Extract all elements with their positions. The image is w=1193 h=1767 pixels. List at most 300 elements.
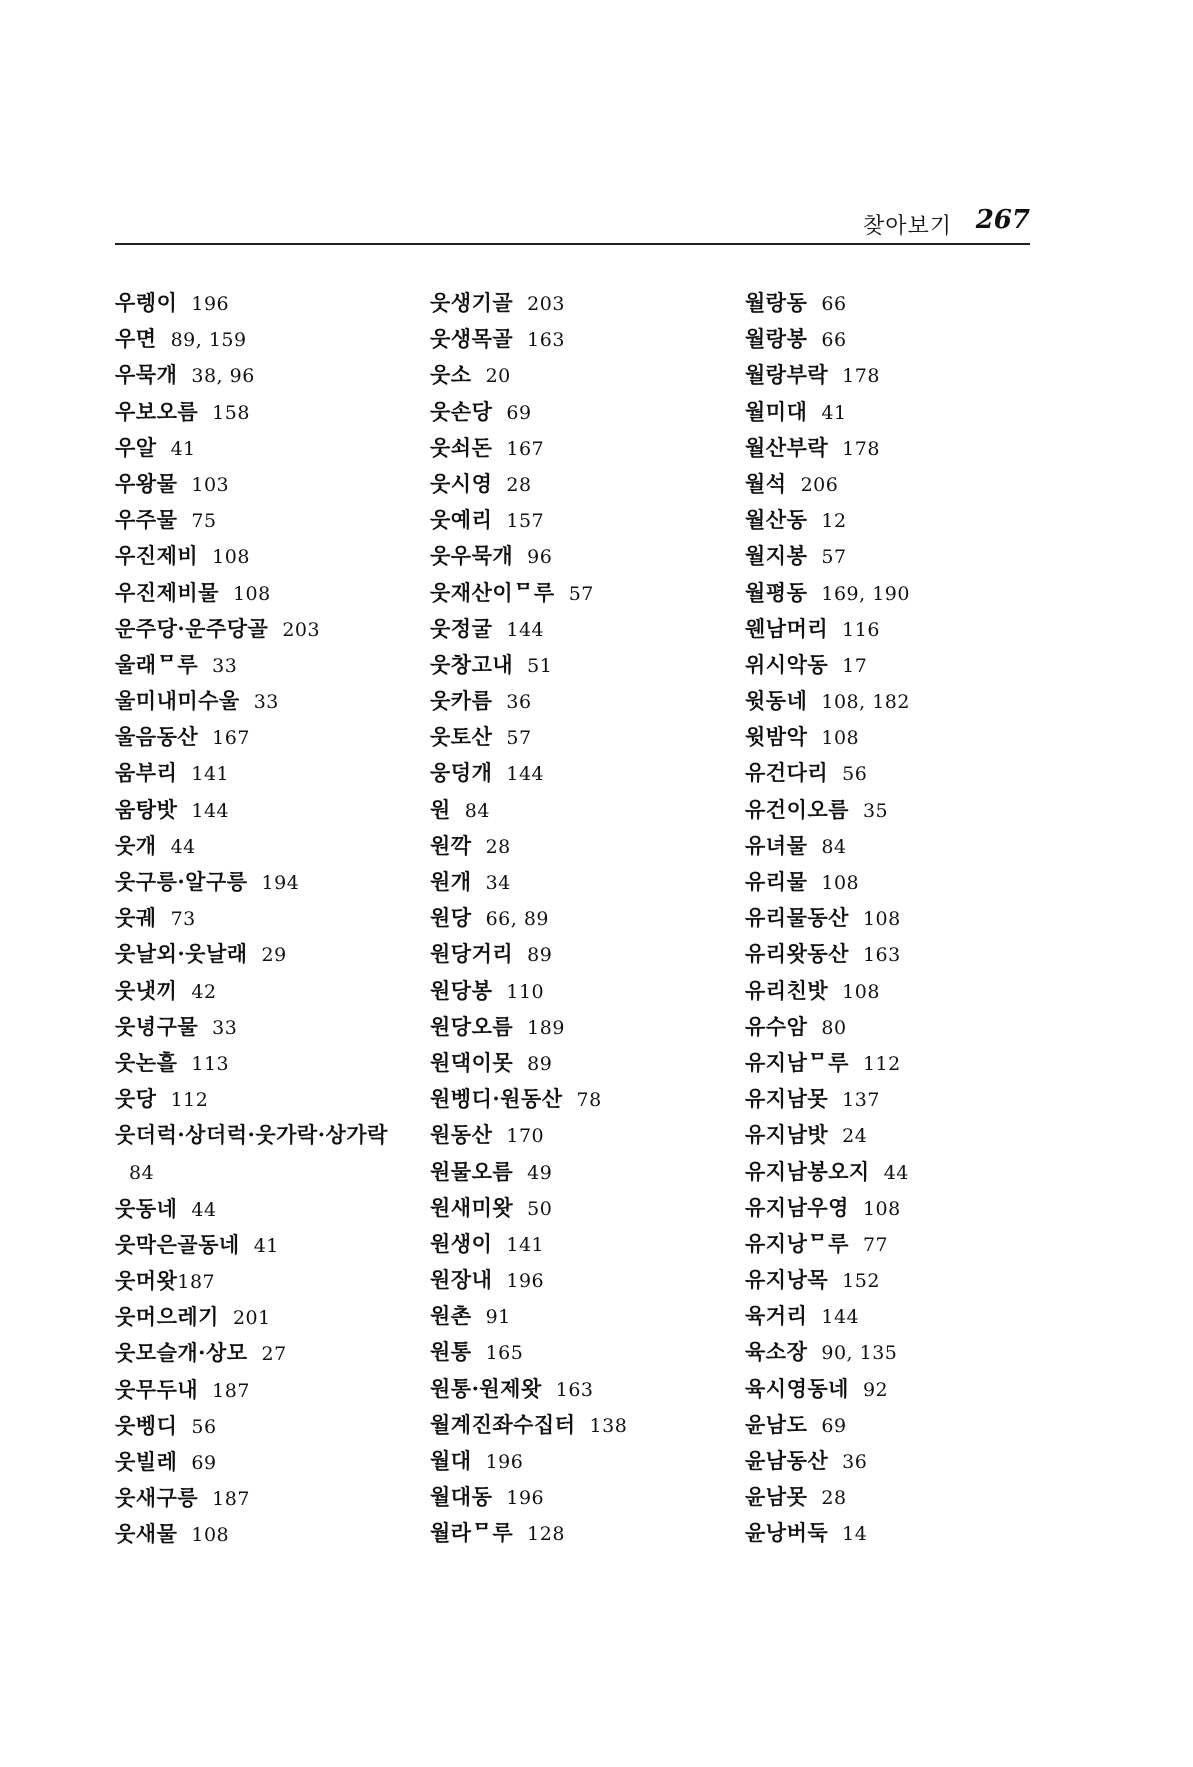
index-entry <box>115 973 425 1009</box>
index-pages: 84 <box>129 1161 155 1184</box>
index-term: 유지남밧 <box>745 1122 829 1148</box>
index-pages: 108 <box>232 582 271 605</box>
index-entry <box>115 1372 425 1408</box>
index-pages: 34 <box>485 872 511 894</box>
index-term: 울음동산 <box>115 724 199 750</box>
index-term: 웃구릉·알구릉 <box>115 869 248 894</box>
index-entry <box>745 755 1055 791</box>
index-term: 우왕물 <box>115 470 178 496</box>
index-entry <box>115 357 425 393</box>
index-entry <box>745 1262 1055 1298</box>
index-entry <box>115 900 425 936</box>
index-term: 웃당 <box>115 1086 157 1112</box>
index-pages: 69 <box>821 1414 847 1437</box>
index-entry <box>115 394 425 430</box>
page-number: 267 <box>975 205 1030 235</box>
index-term: 원동산 <box>430 1122 493 1148</box>
index-entry <box>745 502 1055 538</box>
index-term: 우진제비 <box>115 543 199 569</box>
index-entry <box>115 792 425 828</box>
index-pages: 178 <box>842 437 880 460</box>
index-entry <box>430 611 740 647</box>
index-term: 월평동 <box>745 579 808 605</box>
index-pages: 91 <box>485 1306 511 1329</box>
index-entry <box>115 1009 425 1045</box>
index-entry <box>430 936 740 972</box>
index-term: 웃창고내 <box>430 651 514 677</box>
index-entry <box>430 394 740 430</box>
index-term: 웃궤 <box>115 905 157 931</box>
index-entry <box>430 1045 740 1081</box>
index-pages: 144 <box>191 799 230 822</box>
index-entry <box>115 1480 425 1516</box>
index-term: 유지남우영 <box>745 1194 849 1220</box>
index-entry <box>745 647 1055 683</box>
index-entry <box>115 755 425 791</box>
index-term: 우진제비물 <box>115 579 219 605</box>
index-pages: 38, 96 <box>191 365 255 388</box>
index-entry <box>115 864 425 900</box>
index-term: 유건다리 <box>745 760 829 786</box>
index-pages: 108 <box>212 546 250 569</box>
index-entry <box>745 864 1055 900</box>
index-pages: 77 <box>862 1233 889 1256</box>
index-term: 유지남못 <box>745 1086 829 1112</box>
index-entry <box>745 1117 1055 1153</box>
index-entry <box>745 1190 1055 1226</box>
index-term: 월랑봉 <box>745 326 808 352</box>
index-term: 원 <box>430 796 451 822</box>
index-term: 원통 <box>430 1339 472 1365</box>
index-pages: 41 <box>170 437 196 460</box>
index-pages: 187 <box>212 1379 250 1402</box>
index-pages: 167 <box>212 727 250 750</box>
index-entry <box>430 285 740 321</box>
index-entry <box>745 828 1055 864</box>
index-term: 윤남동산 <box>745 1448 829 1473</box>
index-pages: 169, 190 <box>821 582 910 605</box>
index-term: 웃개 <box>115 832 157 858</box>
running-header <box>115 205 1030 243</box>
index-pages: 112 <box>170 1089 209 1112</box>
index-pages: 158 <box>212 401 250 424</box>
index-entry <box>430 1154 740 1190</box>
index-pages: 28 <box>506 473 532 496</box>
index-entry <box>115 1299 425 1335</box>
index-entry <box>430 466 740 502</box>
index-term: 우렝이 <box>115 290 178 315</box>
index-entry <box>745 1009 1055 1045</box>
index-term: 운주당·운주당골 <box>115 615 269 641</box>
index-term: 우보오름 <box>115 398 199 424</box>
index-term: 위시악동 <box>745 651 829 677</box>
index-entry <box>430 1334 740 1370</box>
index-pages: 206 <box>800 473 839 496</box>
index-term: 우묵개 <box>115 362 178 388</box>
index-pages: 196 <box>191 293 230 315</box>
index-pages: 141 <box>191 763 230 786</box>
index-pages: 75 <box>191 510 217 533</box>
index-entry <box>115 502 425 538</box>
index-entry <box>430 321 740 357</box>
index-entry <box>430 1190 740 1226</box>
index-entry <box>115 321 425 357</box>
index-pages: 196 <box>506 1270 545 1293</box>
index-pages: 152 <box>842 1270 880 1293</box>
index-entry <box>115 1227 425 1263</box>
index-term: 원장내 <box>430 1267 493 1293</box>
index-entry <box>115 1191 425 1227</box>
index-pages: 116 <box>842 618 880 641</box>
index-entry <box>745 973 1055 1009</box>
index-entry <box>115 538 425 574</box>
index-pages: 103 <box>191 473 230 496</box>
index-term: 유녀물 <box>745 832 808 858</box>
index-term: 웃소 <box>430 362 472 388</box>
index-entry <box>430 1443 740 1479</box>
section-title: 찾아보기 <box>862 214 952 239</box>
index-pages: 20 <box>485 365 511 388</box>
index-pages: 57 <box>568 582 594 605</box>
index-term: 웃정굴 <box>430 615 493 641</box>
index-term: 웃토산 <box>430 724 493 750</box>
index-term: 웃시영 <box>430 470 493 496</box>
index-pages: 84 <box>464 799 490 822</box>
index-pages: 144 <box>506 618 545 641</box>
index-entry <box>430 792 740 828</box>
index-term: 원통·원제왓 <box>430 1375 542 1401</box>
index-term: 원개 <box>430 869 472 894</box>
index-pages: 138 <box>589 1414 628 1437</box>
index-term: 움탕밧 <box>115 796 178 822</box>
index-pages: 90, 135 <box>821 1342 898 1365</box>
index-term: 웃더럭·상더럭·웃가락·상가락 <box>115 1122 388 1148</box>
index-entry <box>745 1226 1055 1262</box>
index-pages: 44 <box>883 1161 909 1184</box>
index-term: 육거리 <box>745 1303 808 1329</box>
index-entry <box>745 321 1055 357</box>
index-entry <box>430 828 740 864</box>
index-column-3 <box>745 285 1055 1552</box>
index-term: 웃막은골동네 <box>115 1231 240 1257</box>
index-entry <box>430 1298 740 1334</box>
index-term: 웃재산이ᄆ루 <box>430 579 555 605</box>
index-pages: 41 <box>821 401 847 424</box>
index-term: 월산부락 <box>745 434 829 460</box>
index-pages: 51 <box>527 654 553 677</box>
index-entry <box>745 1479 1055 1515</box>
index-entry <box>430 1479 740 1515</box>
index-term: 윤남못 <box>745 1484 808 1510</box>
index-term: 윗동네 <box>745 688 808 714</box>
index-pages: 89 <box>527 944 553 967</box>
index-entry <box>430 575 740 611</box>
index-pages: 144 <box>821 1306 860 1329</box>
index-term: 웃모슬개·상모 <box>115 1340 248 1366</box>
index-pages: 27 <box>261 1343 287 1366</box>
index-term: 원댁이못 <box>430 1049 514 1075</box>
index-term: 웃새구릉 <box>115 1485 199 1511</box>
index-pages: 137 <box>842 1089 880 1112</box>
index-term: 울래ᄆ루 <box>115 651 199 677</box>
index-term: 웬남머리 <box>745 615 829 641</box>
index-entry <box>745 430 1055 466</box>
index-term: 웃예리 <box>430 507 493 533</box>
index-pages: 108 <box>191 1524 230 1547</box>
index-entry <box>745 936 1055 972</box>
index-entry <box>115 575 425 611</box>
index-pages: 89 <box>527 1052 553 1075</box>
index-pages: 35 <box>862 799 889 822</box>
index-term: 우면 <box>115 326 157 352</box>
index-pages: 189 <box>527 1016 565 1039</box>
index-entry <box>745 719 1055 755</box>
index-pages: 178 <box>842 365 880 388</box>
index-term: 웃쇠돈 <box>430 434 493 460</box>
index-entry <box>115 1045 425 1081</box>
index-term: 웃냇끼 <box>115 977 178 1003</box>
index-term: 월미대 <box>745 398 808 424</box>
index-entry <box>745 538 1055 574</box>
index-pages: 89, 159 <box>170 329 247 352</box>
index-entry <box>430 900 740 936</box>
index-term: 우주물 <box>115 507 178 533</box>
index-pages: 170 <box>506 1125 545 1148</box>
index-term: 월지봉 <box>745 543 808 569</box>
index-pages: 36 <box>506 691 532 714</box>
index-entry <box>430 1407 740 1443</box>
index-pages: 28 <box>821 1487 847 1510</box>
index-pages: 41 <box>253 1234 279 1257</box>
index-entry <box>115 1444 425 1480</box>
index-term: 유지남봉오지 <box>745 1158 870 1184</box>
index-pages: 167 <box>506 437 545 460</box>
index-entry <box>745 792 1055 828</box>
index-pages: 110 <box>506 980 545 1003</box>
index-term: 원당봉 <box>430 977 493 1003</box>
index-pages: 49 <box>527 1161 553 1184</box>
index-pages: 50 <box>527 1197 553 1220</box>
index-pages: 84 <box>821 835 847 858</box>
index-term: 원당오름 <box>430 1013 514 1039</box>
index-entry <box>745 1081 1055 1117</box>
index-term: 육시영동네 <box>745 1375 849 1401</box>
index-term: 유지남ᄆ루 <box>745 1049 849 1075</box>
index-entry <box>745 1298 1055 1334</box>
index-pages: 187 <box>177 1271 216 1294</box>
index-term: 웃머왓 <box>115 1268 178 1294</box>
index-pages: 203 <box>282 618 321 641</box>
index-pages: 108 <box>842 980 880 1003</box>
index-term: 월랑동 <box>745 290 808 315</box>
index-entry <box>115 430 425 466</box>
index-pages: 163 <box>862 944 901 967</box>
index-entry <box>745 466 1055 502</box>
index-entry <box>430 1117 740 1153</box>
index-pages: 108 <box>862 908 901 931</box>
index-entry <box>745 1515 1055 1551</box>
index-entry <box>745 1045 1055 1081</box>
index-pages: 92 <box>862 1378 889 1401</box>
index-term: 웃새물 <box>115 1521 178 1547</box>
index-pages: 196 <box>485 1451 524 1473</box>
index-term: 윗밤악 <box>745 724 808 750</box>
index-entry <box>745 611 1055 647</box>
index-pages: 163 <box>527 329 565 352</box>
index-entry <box>745 575 1055 611</box>
index-term: 원촌 <box>430 1303 472 1329</box>
index-term: 울미내미수울 <box>115 688 240 714</box>
index-term: 월랑부락 <box>745 362 829 388</box>
index-pages: 69 <box>191 1452 217 1475</box>
index-entry <box>430 1262 740 1298</box>
index-entry <box>745 285 1055 321</box>
index-entry <box>430 1081 740 1117</box>
index-entry <box>745 683 1055 719</box>
index-term: 유지낭ᄆ루 <box>745 1230 849 1256</box>
header-rule <box>115 243 1030 245</box>
index-term: 월라ᄆ루 <box>430 1520 514 1546</box>
index-pages: 33 <box>212 654 238 677</box>
index-term: 웃동네 <box>115 1195 178 1221</box>
index-pages: 66, 89 <box>485 908 550 931</box>
index-term: 유지낭목 <box>745 1267 829 1293</box>
index-pages: 108 <box>862 1197 901 1220</box>
index-pages: 78 <box>576 1089 602 1112</box>
index-pages: 69 <box>506 401 532 424</box>
index-entry <box>430 1515 740 1551</box>
index-term: 원생이 <box>430 1230 493 1256</box>
index-entry <box>745 1407 1055 1443</box>
index-pages: 66 <box>821 329 847 352</box>
index-pages: 57 <box>506 727 532 750</box>
index-term: 월산동 <box>745 507 808 533</box>
index-pages: 33 <box>212 1016 238 1039</box>
index-pages: 14 <box>842 1523 868 1546</box>
index-pages: 112 <box>862 1052 901 1075</box>
index-entry <box>745 394 1055 430</box>
index-term: 유리물 <box>745 869 808 894</box>
index-term: 웃빌레 <box>115 1449 178 1475</box>
index-pages: 80 <box>821 1016 847 1039</box>
index-entry <box>115 466 425 502</box>
index-entry <box>115 611 425 647</box>
index-pages: 141 <box>506 1233 545 1256</box>
index-term: 움부리 <box>115 760 178 786</box>
index-term: 웃논흘 <box>115 1049 178 1075</box>
index-term: 윤낭버둑 <box>745 1520 829 1546</box>
index-term: 원벵디·원동산 <box>430 1086 563 1112</box>
index-entry <box>115 1117 415 1190</box>
index-pages: 73 <box>170 908 196 931</box>
index-entry <box>115 1335 425 1371</box>
index-pages: 56 <box>191 1415 217 1438</box>
index-pages: 44 <box>170 835 196 858</box>
index-pages: 194 <box>261 872 300 894</box>
index-pages: 33 <box>253 691 279 714</box>
index-term: 원새미왓 <box>430 1194 514 1220</box>
index-pages: 57 <box>821 546 847 569</box>
index-entry <box>430 430 740 466</box>
index-pages: 17 <box>842 654 868 677</box>
index-entry <box>115 683 425 719</box>
index-term: 웃우묵개 <box>430 543 514 569</box>
index-term: 웃무두내 <box>115 1376 199 1402</box>
index-pages: 128 <box>527 1523 565 1546</box>
index-pages: 44 <box>191 1198 217 1221</box>
index-entry <box>115 647 425 683</box>
index-entry <box>430 755 740 791</box>
index-entry <box>745 1371 1055 1407</box>
index-pages: 157 <box>506 510 545 533</box>
index-entry <box>430 1009 740 1045</box>
index-pages: 108 <box>821 872 860 894</box>
index-term: 웃생목골 <box>430 326 514 352</box>
index-pages: 163 <box>555 1378 594 1401</box>
index-entry <box>430 1371 740 1407</box>
index-column-2 <box>430 285 740 1552</box>
index-entry <box>430 719 740 755</box>
index-term: 육소장 <box>745 1339 808 1365</box>
index-term: 우알 <box>115 434 157 460</box>
index-entry <box>115 1263 425 1299</box>
index-entry <box>115 1408 425 1444</box>
index-entry <box>745 1154 1055 1190</box>
index-term: 웃날외·웃날래 <box>115 941 248 967</box>
index-entry <box>430 357 740 393</box>
index-pages: 108, 182 <box>821 691 910 714</box>
index-pages: 28 <box>485 835 511 858</box>
index-entry <box>115 828 425 864</box>
index-term: 원물오름 <box>430 1158 514 1184</box>
index-entry <box>745 900 1055 936</box>
index-entry <box>115 1516 425 1552</box>
index-entry <box>115 936 425 972</box>
index-pages: 165 <box>485 1342 524 1365</box>
index-entry <box>430 973 740 1009</box>
index-column-1 <box>115 285 425 1553</box>
index-term: 윤남도 <box>745 1411 808 1437</box>
index-pages: 29 <box>261 944 287 967</box>
index-entry <box>745 1334 1055 1370</box>
index-pages: 56 <box>842 763 868 786</box>
index-pages: 24 <box>842 1125 868 1148</box>
index-pages: 144 <box>506 763 545 786</box>
index-pages: 203 <box>527 293 565 315</box>
index-entry <box>115 285 425 321</box>
index-pages: 196 <box>506 1487 545 1510</box>
index-term: 유수암 <box>745 1013 808 1039</box>
index-term: 월계진좌수집터 <box>430 1411 576 1437</box>
index-term: 웃벵디 <box>115 1412 178 1438</box>
index-term: 월대 <box>430 1448 472 1473</box>
index-entry <box>430 683 740 719</box>
index-term: 유리왓동산 <box>745 941 849 967</box>
index-pages: 12 <box>821 510 847 533</box>
index-entry <box>430 1226 740 1262</box>
index-entry <box>430 864 740 900</box>
index-term: 월대동 <box>430 1484 493 1510</box>
index-term: 웃녕구물 <box>115 1013 199 1039</box>
index-term: 웃머으레기 <box>115 1304 219 1330</box>
index-pages: 36 <box>842 1451 868 1473</box>
index-pages: 108 <box>821 727 860 750</box>
index-entry <box>115 1081 425 1117</box>
index-pages: 113 <box>191 1052 230 1075</box>
index-term: 유리물동산 <box>745 905 849 931</box>
index-pages: 201 <box>232 1307 271 1330</box>
index-pages: 96 <box>527 546 553 569</box>
